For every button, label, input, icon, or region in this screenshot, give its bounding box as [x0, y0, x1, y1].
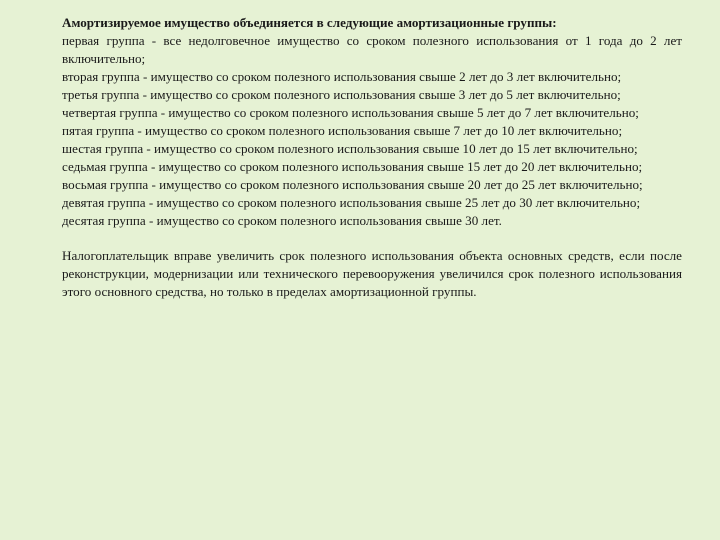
group-item-8: восьмая группа - имущество со сроком полезного использования свыше 20 лет до 25 лет включительно; — [62, 177, 643, 192]
group-item-5: пятая группа - имущество со сроком полезного использования свыше 7 лет до 10 лет включительно; — [62, 123, 623, 138]
note-paragraph: Налогоплательщик вправе увеличить срок полезного использования объекта основных средств, если после реконструкции, модернизации или технического перевооружения увеличился срок полезного использования этого основного средства, но только в пределах амортизационной группы. — [62, 248, 682, 299]
group-item-4: четвертая группа - имущество со сроком полезного использования свыше 5 лет до 7 лет включительно; — [62, 105, 639, 120]
group-item-1: первая группа - все недолговечное имущество со сроком полезного использования от 1 года до 2 лет включительно; — [62, 33, 682, 66]
group-item-9: девятая группа - имущество со сроком полезного использования свыше 25 лет до 30 лет включительно; — [62, 195, 641, 210]
paragraph-spacer — [62, 230, 682, 247]
group-item-3: третья группа - имущество со сроком полезного использования свыше 3 лет до 5 лет включительно; — [62, 87, 621, 102]
groups-text-block — [62, 14, 682, 230]
group-item-2: вторая группа - имущество со сроком полезного использования свыше 2 лет до 3 лет включительно; — [62, 69, 622, 84]
group-item-10: десятая группа - имущество со сроком полезного использования свыше 30 лет. — [62, 213, 502, 228]
heading: Амортизируемое имущество объединяется в следующие амортизационные группы: — [62, 15, 557, 30]
group-item-6: шестая группа - имущество со сроком полезного использования свыше 10 лет до 15 лет включительно; — [62, 141, 638, 156]
group-item-7: седьмая группа - имущество со сроком полезного использования свыше 15 лет до 20 лет включительно; — [62, 159, 643, 174]
